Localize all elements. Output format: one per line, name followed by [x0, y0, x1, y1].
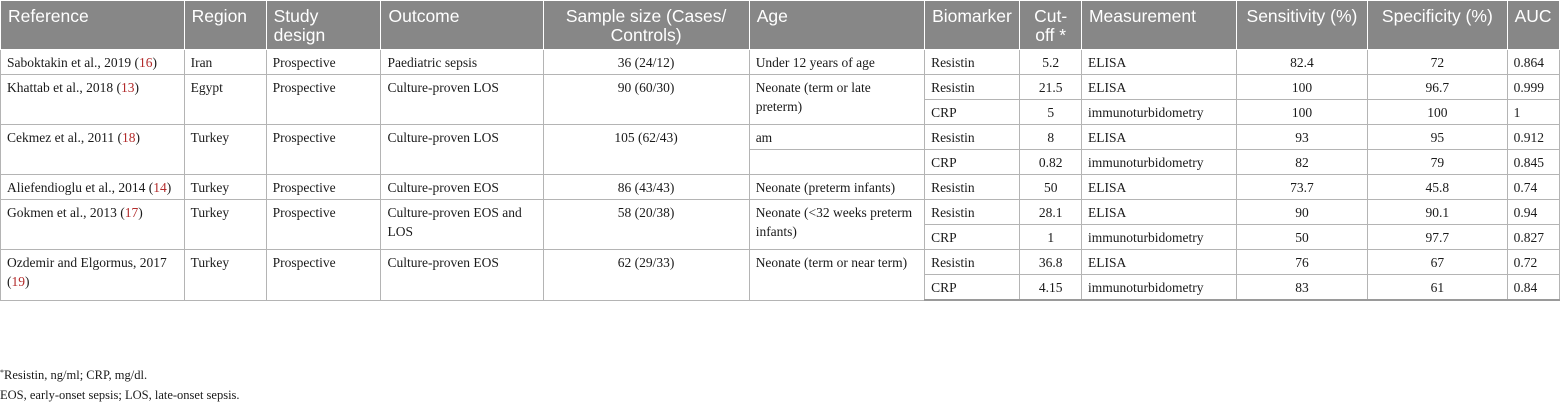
cell-biomarker: CRP	[925, 150, 1020, 175]
cell-sensitivity: 100	[1236, 100, 1367, 125]
cell-region: Turkey	[184, 250, 266, 301]
cell-auc: 0.912	[1507, 125, 1559, 150]
header-sensitivity: Sensitivity (%)	[1236, 1, 1367, 50]
cell-biomarker: Resistin	[925, 250, 1020, 275]
cell-sensitivity: 73.7	[1236, 175, 1367, 200]
cell-sensitivity: 100	[1236, 75, 1367, 100]
header-study-design: Study design	[266, 1, 381, 50]
cell-specificity: 67	[1368, 250, 1507, 275]
cell-specificity: 79	[1368, 150, 1507, 175]
cell-sample-size: 58 (20/38)	[543, 200, 749, 250]
cell-region: Turkey	[184, 125, 266, 175]
cell-region: Turkey	[184, 200, 266, 250]
cell-biomarker: CRP	[925, 100, 1020, 125]
cell-outcome: Culture-proven EOS	[381, 175, 543, 200]
reference-link: 16	[138, 55, 153, 70]
cell-auc: 0.94	[1507, 200, 1559, 225]
cell-biomarker: Resistin	[925, 50, 1020, 75]
cell-sensitivity: 83	[1236, 275, 1367, 301]
cell-specificity: 100	[1368, 100, 1507, 125]
footnote-abbreviations: EOS, early-onset sepsis; LOS, late-onset sepsis.	[0, 388, 240, 402]
cell-measurement: immunoturbidometry	[1081, 275, 1236, 301]
reference-text: Khattab et al., 2018 (	[7, 80, 121, 95]
cell-cutoff: 8	[1020, 125, 1082, 150]
cell-biomarker: Resistin	[925, 75, 1020, 100]
cell-specificity: 72	[1368, 50, 1507, 75]
cell-biomarker: Resistin	[925, 125, 1020, 150]
cell-sensitivity: 90	[1236, 200, 1367, 225]
cell-specificity: 97.7	[1368, 225, 1507, 250]
cell-auc: 0.999	[1507, 75, 1559, 100]
table-row	[1, 175, 1560, 200]
cell-reference	[1, 200, 185, 250]
cell-study-design: Prospective	[266, 175, 381, 200]
table-row	[1, 125, 1560, 150]
reference-close: )	[152, 55, 157, 70]
cell-reference	[1, 125, 185, 175]
cell-measurement: ELISA	[1081, 50, 1236, 75]
cell-age: Neonate (term or late preterm)	[749, 75, 924, 125]
cell-reference	[1, 175, 185, 200]
cell-measurement: ELISA	[1081, 200, 1236, 225]
cell-region: Egypt	[184, 75, 266, 125]
cell-specificity: 95	[1368, 125, 1507, 150]
header-measurement: Measurement	[1081, 1, 1236, 50]
cell-cutoff: 0.82	[1020, 150, 1082, 175]
reference-close: )	[166, 180, 172, 195]
cell-outcome: Culture-proven LOS	[381, 75, 543, 125]
cell-outcome: Paediatric sepsis	[381, 50, 543, 75]
cell-auc: 0.845	[1507, 150, 1559, 175]
reference-close: )	[25, 274, 30, 289]
reference-link: 19	[11, 274, 25, 289]
cell-study-design: Prospective	[266, 50, 381, 75]
cell-auc: 0.74	[1507, 175, 1559, 200]
cell-measurement: immunoturbidometry	[1081, 100, 1236, 125]
cell-outcome: Culture-proven EOS	[381, 250, 543, 301]
table-row	[1, 75, 1560, 100]
cell-measurement: ELISA	[1081, 75, 1236, 100]
table-body	[1, 50, 1560, 301]
cell-sensitivity: 82.4	[1236, 50, 1367, 75]
table-row	[1, 200, 1560, 225]
reference-link: 18	[121, 130, 136, 145]
reference-text: Cekmez et al., 2011 (	[7, 130, 122, 145]
cell-auc: 0.864	[1507, 50, 1559, 75]
reference-link: 14	[153, 180, 167, 195]
footnote-units	[0, 363, 240, 385]
cell-sensitivity: 76	[1236, 250, 1367, 275]
cell-region: Iran	[184, 50, 266, 75]
reference-text: Saboktakin et al., 2019 (	[7, 55, 139, 70]
reference-link: 13	[120, 80, 135, 95]
reference-link: 17	[124, 205, 139, 220]
cell-auc: 0.827	[1507, 225, 1559, 250]
header-age: Age	[749, 1, 924, 50]
cell-measurement: immunoturbidometry	[1081, 150, 1236, 175]
header-auc: AUC	[1507, 1, 1559, 50]
cell-auc: 0.84	[1507, 275, 1559, 301]
cell-measurement: immunoturbidometry	[1081, 225, 1236, 250]
reference-text: Gokmen et al., 2013 (	[7, 205, 125, 220]
cell-specificity: 96.7	[1368, 75, 1507, 100]
cell-outcome: Culture-proven EOS and LOS	[381, 200, 543, 250]
cell-measurement: ELISA	[1081, 125, 1236, 150]
header-cutoff: Cut-off *	[1020, 1, 1082, 50]
cell-cutoff: 36.8	[1020, 250, 1082, 275]
cell-age: Neonate (term or near term)	[749, 250, 924, 301]
cell-biomarker: CRP	[925, 225, 1020, 250]
cell-sample-size: 105 (62/43)	[543, 125, 749, 175]
cell-cutoff: 28.1	[1020, 200, 1082, 225]
cell-specificity: 90.1	[1368, 200, 1507, 225]
cell-reference	[1, 50, 185, 75]
cell-age: am	[749, 125, 924, 150]
header-region: Region	[184, 1, 266, 50]
cell-cutoff: 4.15	[1020, 275, 1082, 301]
cell-sample-size: 36 (24/12)	[543, 50, 749, 75]
cell-sample-size: 86 (43/43)	[543, 175, 749, 200]
header-biomarker: Biomarker	[925, 1, 1020, 50]
reference-close: )	[135, 130, 140, 145]
cell-cutoff: 21.5	[1020, 75, 1082, 100]
cell-sample-size: 90 (60/30)	[543, 75, 749, 125]
reference-close: )	[138, 205, 143, 220]
cell-measurement: ELISA	[1081, 250, 1236, 275]
cell-measurement: ELISA	[1081, 175, 1236, 200]
cell-reference	[1, 75, 185, 125]
reference-text: Ozdemir and Elgormus, 2017 (	[7, 255, 167, 289]
cell-study-design: Prospective	[266, 250, 381, 301]
header-reference: Reference	[1, 1, 185, 50]
cell-sensitivity: 82	[1236, 150, 1367, 175]
cell-sample-size: 62 (29/33)	[543, 250, 749, 301]
header-specificity: Specificity (%)	[1368, 1, 1507, 50]
cell-specificity: 61	[1368, 275, 1507, 301]
cell-study-design: Prospective	[266, 200, 381, 250]
cell-age-empty	[749, 150, 924, 175]
table-row	[1, 50, 1560, 75]
cell-age: Neonate (preterm infants)	[749, 175, 924, 200]
cell-cutoff: 5	[1020, 100, 1082, 125]
cell-reference	[1, 250, 185, 301]
cell-specificity: 45.8	[1368, 175, 1507, 200]
cell-sensitivity: 93	[1236, 125, 1367, 150]
reference-close: )	[134, 80, 139, 95]
cell-sensitivity: 50	[1236, 225, 1367, 250]
cell-age: Under 12 years of age	[749, 50, 924, 75]
cell-biomarker: CRP	[925, 275, 1020, 301]
cell-cutoff: 50	[1020, 175, 1082, 200]
cell-region: Turkey	[184, 175, 266, 200]
header-outcome: Outcome	[381, 1, 543, 50]
cell-biomarker: Resistin	[925, 200, 1020, 225]
footnote-mark: *	[0, 368, 4, 377]
cell-auc: 1	[1507, 100, 1559, 125]
cell-age: Neonate (<32 weeks preterm infants)	[749, 200, 924, 250]
cell-cutoff: 1	[1020, 225, 1082, 250]
cell-biomarker: Resistin	[925, 175, 1020, 200]
cell-cutoff: 5.2	[1020, 50, 1082, 75]
footnote-units-text: Resistin, ng/ml; CRP, mg/dl.	[4, 368, 148, 382]
cell-study-design: Prospective	[266, 75, 381, 125]
cell-auc: 0.72	[1507, 250, 1559, 275]
header-sample-size: Sample size (Cases/ Controls)	[543, 1, 749, 50]
table-footnotes	[0, 363, 240, 405]
table-row	[1, 250, 1560, 275]
cell-study-design: Prospective	[266, 125, 381, 175]
cell-outcome: Culture-proven LOS	[381, 125, 543, 175]
reference-text: Aliefendioglu et al., 2014 (	[7, 180, 154, 195]
header-row	[1, 1, 1560, 50]
